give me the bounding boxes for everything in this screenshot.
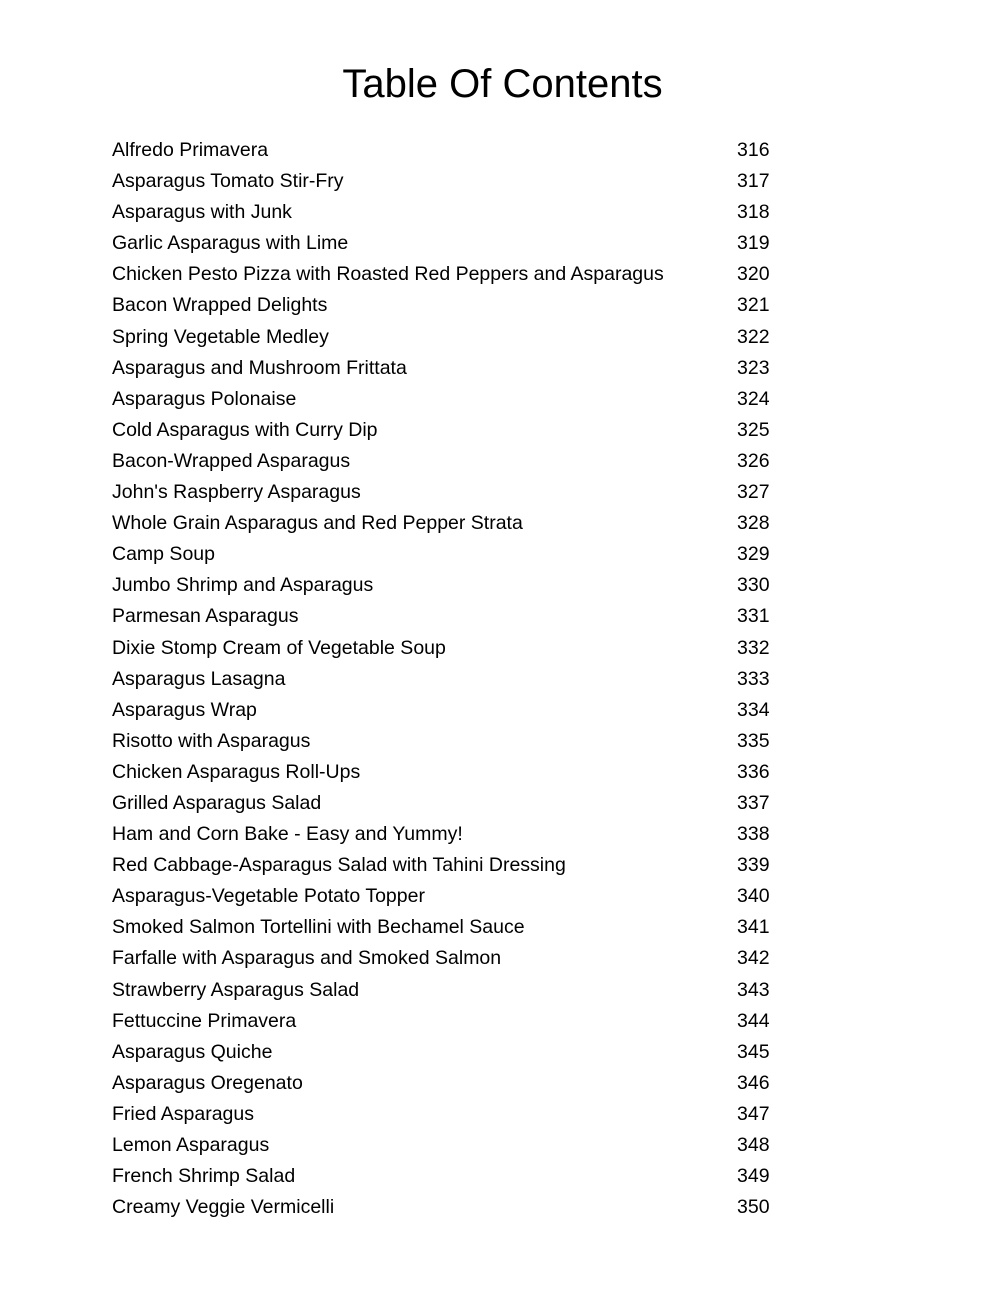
toc-entry-page-number: 338 xyxy=(737,823,770,846)
toc-entry-page-number: 334 xyxy=(737,698,770,721)
toc-entry-title: Grilled Asparagus Salad xyxy=(112,791,322,814)
toc-entry-page-number: 332 xyxy=(737,636,770,659)
toc-entry xyxy=(112,508,772,539)
toc-entry-page-number: 336 xyxy=(737,760,770,783)
toc-entry xyxy=(112,539,772,570)
toc-entry-title: Asparagus Polonaise xyxy=(112,387,297,410)
toc-entry-title: Chicken Asparagus Roll-Ups xyxy=(112,760,361,783)
toc-entry-title: Fried Asparagus xyxy=(112,1102,254,1125)
toc-entry-title: Strawberry Asparagus Salad xyxy=(112,978,360,1001)
toc-entry xyxy=(112,633,772,664)
toc-entry xyxy=(112,757,772,788)
toc-entry-page-number: 340 xyxy=(737,885,770,908)
toc-entry-title: Jumbo Shrimp and Asparagus xyxy=(112,574,374,597)
toc-entry-title: John's Raspberry Asparagus xyxy=(112,481,361,504)
toc-entry-page-number: 343 xyxy=(737,978,770,1001)
toc-entry-page-number: 341 xyxy=(737,916,770,939)
toc-entry-page-number: 327 xyxy=(737,481,770,504)
toc-entry-title: Cold Asparagus with Curry Dip xyxy=(112,418,378,441)
toc-entry xyxy=(112,135,772,166)
toc-entry xyxy=(112,1192,772,1223)
toc-entry xyxy=(112,477,772,508)
toc-entry-page-number: 333 xyxy=(737,667,770,690)
toc-entry-title: Asparagus Wrap xyxy=(112,698,257,721)
toc-entry-title: Chicken Pesto Pizza with Roasted Red Peppers and Asparagus xyxy=(112,263,664,286)
toc-entry-title: Asparagus-Vegetable Potato Topper xyxy=(112,885,425,908)
toc-entry-page-number: 318 xyxy=(737,201,770,224)
toc-entry-page-number: 322 xyxy=(737,325,770,348)
toc-entry xyxy=(112,695,772,726)
toc-entry xyxy=(112,1068,772,1099)
toc-entry xyxy=(112,322,772,353)
toc-entry xyxy=(112,975,772,1006)
toc-entry-title: Smoked Salmon Tortellini with Bechamel Sauce xyxy=(112,916,525,939)
toc-entry xyxy=(112,570,772,601)
toc-entry-page-number: 342 xyxy=(737,947,770,970)
toc-entry xyxy=(112,1006,772,1037)
toc-entry xyxy=(112,726,772,757)
toc-entry-page-number: 335 xyxy=(737,729,770,752)
toc-entry-page-number: 321 xyxy=(737,294,770,317)
toc-entry-page-number: 339 xyxy=(737,854,770,877)
toc-entry-title: Dixie Stomp Cream of Vegetable Soup xyxy=(112,636,446,659)
toc-entry xyxy=(112,446,772,477)
toc-entry-title: Creamy Veggie Vermicelli xyxy=(112,1196,335,1219)
toc-entry-page-number: 323 xyxy=(737,356,770,379)
toc-entry xyxy=(112,228,772,259)
toc-entry xyxy=(112,166,772,197)
toc-entry-title: Asparagus Tomato Stir-Fry xyxy=(112,170,344,193)
toc-entry-page-number: 344 xyxy=(737,1009,770,1032)
toc-list xyxy=(112,135,772,1223)
toc-entry-title: Bacon-Wrapped Asparagus xyxy=(112,449,351,472)
toc-entry xyxy=(112,415,772,446)
toc-entry-title: Lemon Asparagus xyxy=(112,1134,270,1156)
toc-entry-page-number: 337 xyxy=(737,791,770,814)
toc-entry xyxy=(112,290,772,321)
toc-entry xyxy=(112,943,772,974)
toc-entry xyxy=(112,664,772,695)
toc-entry-page-number: 317 xyxy=(737,170,770,193)
toc-entry-page-number: 346 xyxy=(737,1071,770,1094)
toc-entry xyxy=(112,1099,772,1130)
toc-entry-title: Fettuccine Primavera xyxy=(112,1009,297,1032)
toc-entry-page-number: 348 xyxy=(737,1134,770,1156)
toc-entry xyxy=(112,1161,772,1192)
toc-entry-page-number: 331 xyxy=(737,605,770,628)
toc-entry-page-number: 345 xyxy=(737,1040,770,1063)
toc-entry-title: Spring Vegetable Medley xyxy=(112,325,329,348)
toc-entry-title: Camp Soup xyxy=(112,543,215,566)
toc-entry-page-number: 324 xyxy=(737,387,770,410)
toc-entry-page-number: 350 xyxy=(737,1196,770,1219)
toc-entry-page-number: 319 xyxy=(737,232,770,255)
toc-entry xyxy=(112,1130,772,1161)
toc-entry xyxy=(112,881,772,912)
toc-entry-title: Risotto with Asparagus xyxy=(112,729,311,752)
toc-entry-title: Parmesan Asparagus xyxy=(112,605,299,628)
toc-entry-title: Alfredo Primavera xyxy=(112,139,269,161)
toc-entry-page-number: 328 xyxy=(737,512,770,535)
toc-entry xyxy=(112,819,772,850)
toc-entry-title: Farfalle with Asparagus and Smoked Salmon xyxy=(112,947,502,970)
toc-entry xyxy=(112,353,772,384)
toc-entry xyxy=(112,1037,772,1068)
toc-entry xyxy=(112,850,772,881)
toc-entry xyxy=(112,601,772,632)
toc-entry-page-number: 326 xyxy=(737,449,770,472)
toc-entry-title: Ham and Corn Bake - Easy and Yummy! xyxy=(112,823,463,846)
toc-entry-page-number: 320 xyxy=(737,263,770,286)
toc-entry-title: French Shrimp Salad xyxy=(112,1165,296,1188)
toc-entry-title: Asparagus Lasagna xyxy=(112,667,286,690)
toc-entry-title: Asparagus with Junk xyxy=(112,201,292,224)
toc-entry-title: Asparagus and Mushroom Frittata xyxy=(112,356,407,379)
page-title: Table Of Contents xyxy=(342,62,663,106)
toc-entry xyxy=(112,384,772,415)
toc-entry-page-number: 330 xyxy=(737,574,770,597)
toc-entry-title: Bacon Wrapped Delights xyxy=(112,294,328,317)
toc-entry-title: Garlic Asparagus with Lime xyxy=(112,232,349,255)
toc-entry xyxy=(112,912,772,943)
toc-entry-page-number: 349 xyxy=(737,1165,770,1188)
toc-entry-page-number: 329 xyxy=(737,543,770,566)
toc-entry-page-number: 347 xyxy=(737,1102,770,1125)
toc-entry-page-number: 316 xyxy=(737,139,770,161)
toc-entry xyxy=(112,259,772,290)
toc-entry-title: Red Cabbage-Asparagus Salad with Tahini Dressing xyxy=(112,854,566,877)
toc-entry-title: Asparagus Oregenato xyxy=(112,1071,303,1094)
toc-entry-title: Whole Grain Asparagus and Red Pepper Strata xyxy=(112,512,523,535)
toc-entry xyxy=(112,197,772,228)
toc-entry-title: Asparagus Quiche xyxy=(112,1040,273,1063)
toc-entry-page-number: 325 xyxy=(737,418,770,441)
toc-entry xyxy=(112,788,772,819)
